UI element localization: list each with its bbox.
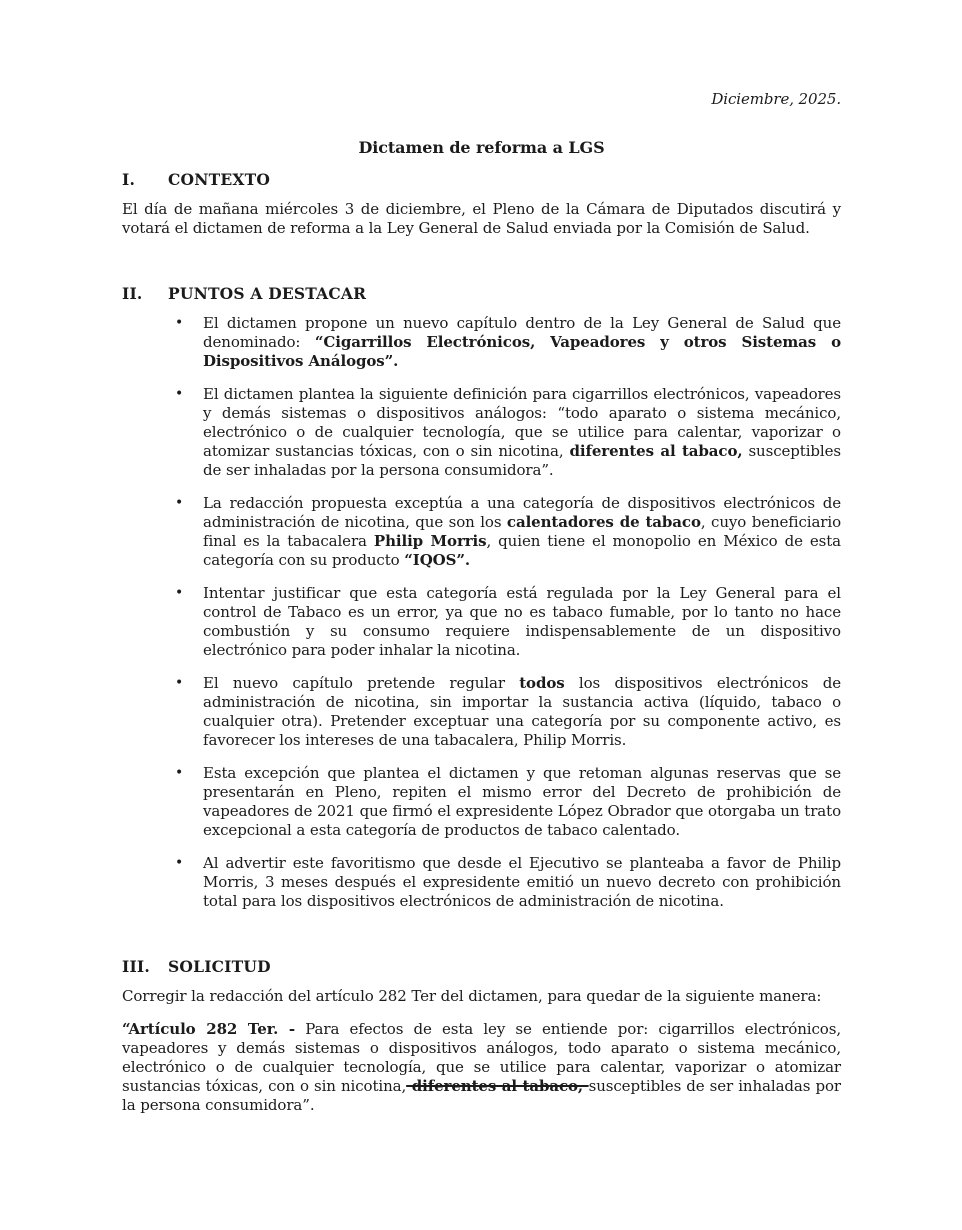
text-segment: Para efectos de esta ley se entiende por: cigarrillos electrónicos, vapeadores y demás sistemas o dispositivos análogos, todo aparato o sistema mecánico, electrónico o de cualquier tecnología, que se utilice para calentar, vaporizar o atomizar sustancias tóxicas, con o sin nicotina, bbox=[122, 1020, 841, 1095]
bullet-item bbox=[122, 385, 841, 480]
bullet-marker-icon: • bbox=[175, 585, 184, 601]
section-number: II. bbox=[122, 284, 143, 303]
paragraph bbox=[122, 200, 841, 238]
section-title: SOLICITUD bbox=[168, 957, 271, 976]
bullet-marker-icon: • bbox=[175, 855, 184, 871]
bullet-text bbox=[203, 314, 841, 371]
bullet-marker-icon: • bbox=[175, 765, 184, 781]
section-blocks bbox=[122, 200, 841, 238]
text-segment: “Cigarrillos Electrónicos, Vapeadores y otros Sistemas o Dispositivos Análogos”. bbox=[203, 333, 841, 370]
text-segment: , cuyo beneficiario final es la tabacalera bbox=[203, 513, 841, 550]
bullet-text bbox=[203, 584, 841, 660]
text-segment: los dispositivos electrónicos de administración de nicotina, sin importar la sustancia activa (líquido, tabaco o cualquier otra). Pretender exceptuar una categoría por su componente activo, es favorecer los intereses de una tabacalera, Philip Morris. bbox=[203, 674, 841, 749]
text-segment: Philip Morris bbox=[373, 532, 487, 550]
section-heading bbox=[122, 170, 841, 189]
text-segment: Intentar justificar que esta categoría está regulada por la Ley General para el control de Tabaco es un error, ya que no es tabaco fumable, por lo tanto no hace combustión y su consumo requiere indispensablemente de un dispositivo electrónico para poder inhalar la nicotina. bbox=[203, 584, 841, 659]
text-segment: La redacción propuesta exceptúa a una categoría de dispositivos electrónicos de administración de nicotina, que son los bbox=[203, 494, 841, 531]
paragraph bbox=[122, 1020, 841, 1115]
bullet-marker-icon: • bbox=[175, 315, 184, 331]
text-segment: “IQOS”. bbox=[404, 551, 471, 569]
bullet-text bbox=[203, 494, 841, 570]
text-segment: todos bbox=[519, 674, 565, 692]
text-segment: diferentes al tabaco, bbox=[569, 442, 743, 460]
bullet-item bbox=[122, 854, 841, 911]
document-date: Diciembre, 2025. bbox=[711, 90, 841, 108]
document-title: Dictamen de reforma a LGS bbox=[358, 138, 605, 157]
bullet-item bbox=[122, 764, 841, 840]
text-segment: , quien tiene el monopolio en México de esta categoría con su producto bbox=[203, 532, 842, 569]
section-blocks bbox=[122, 987, 841, 1115]
text-segment: El nuevo capítulo pretende regular bbox=[203, 674, 520, 692]
bullet-item bbox=[122, 584, 841, 660]
bullet-text bbox=[203, 764, 841, 840]
bullet-item bbox=[122, 494, 841, 570]
bullet-marker-icon: • bbox=[175, 495, 184, 511]
text-segment: El dictamen propone un nuevo capítulo dentro de la Ley General de Salud que denominado: bbox=[203, 314, 841, 351]
bullet-text bbox=[203, 385, 841, 480]
bullet-marker-icon: • bbox=[175, 675, 184, 691]
section-blocks bbox=[122, 314, 841, 911]
text-segment: Esta excepción que plantea el dictamen y que retoman algunas reservas que se presentarán en Pleno, repiten el mismo error del Decreto de prohibición de vapeadores de 2021 que firmó el expresidente López Obrador que otorgaba un trato excepcional a esta categoría de productos de tabaco calentado. bbox=[203, 764, 841, 839]
section-number: I. bbox=[122, 170, 136, 189]
text-segment: El dictamen plantea la siguiente definición para cigarrillos electrónicos, vapeadores y demás sistemas o dispositivos análogos: “todo aparato o sistema mecánico, electrónico o de cualquier tecnología, que se utilice para calentar, vaporizar o atomizar sustancias tóxicas, con o sin nicotina, bbox=[203, 385, 841, 460]
bullet-text bbox=[203, 674, 841, 750]
text-segment: susceptibles de ser inhaladas por la persona consumidora”. bbox=[122, 1077, 841, 1114]
bullet-item bbox=[122, 314, 841, 371]
section-heading bbox=[122, 957, 841, 976]
section-solicitud bbox=[122, 957, 841, 1115]
bullet-item bbox=[122, 674, 841, 750]
section-heading bbox=[122, 284, 841, 303]
bullet-marker-icon: • bbox=[175, 386, 184, 402]
bullet-text bbox=[203, 854, 841, 911]
text-segment: Corregir la redacción del artículo 282 Ter del dictamen, para quedar de la siguiente manera: bbox=[122, 987, 822, 1005]
section-title: PUNTOS A DESTACAR bbox=[168, 284, 367, 303]
paragraph bbox=[122, 987, 841, 1006]
section-title: CONTEXTO bbox=[168, 170, 271, 189]
section-puntos-a-destacar bbox=[122, 284, 841, 911]
text-segment: diferentes al tabaco, bbox=[406, 1077, 589, 1095]
text-segment: El día de mañana miércoles 3 de diciembre, el Pleno de la Cámara de Diputados discutirá y votará el dictamen de reforma a la Ley General de Salud enviada por la Comisión de Salud. bbox=[122, 200, 841, 237]
text-segment: calentadores de tabaco bbox=[506, 513, 701, 531]
text-segment: Al advertir este favoritismo que desde el Ejecutivo se planteaba a favor de Philip Morris, 3 meses después el expresidente emitió un nuevo decreto con prohibición total para los dispositivos electrónicos de administración de nicotina. bbox=[203, 854, 841, 910]
text-segment: susceptibles de ser inhaladas por la persona consumidora”. bbox=[203, 442, 841, 479]
section-contexto bbox=[122, 170, 841, 238]
section-number: III. bbox=[122, 957, 150, 976]
text-segment: “Artículo 282 Ter. - bbox=[122, 1020, 296, 1038]
